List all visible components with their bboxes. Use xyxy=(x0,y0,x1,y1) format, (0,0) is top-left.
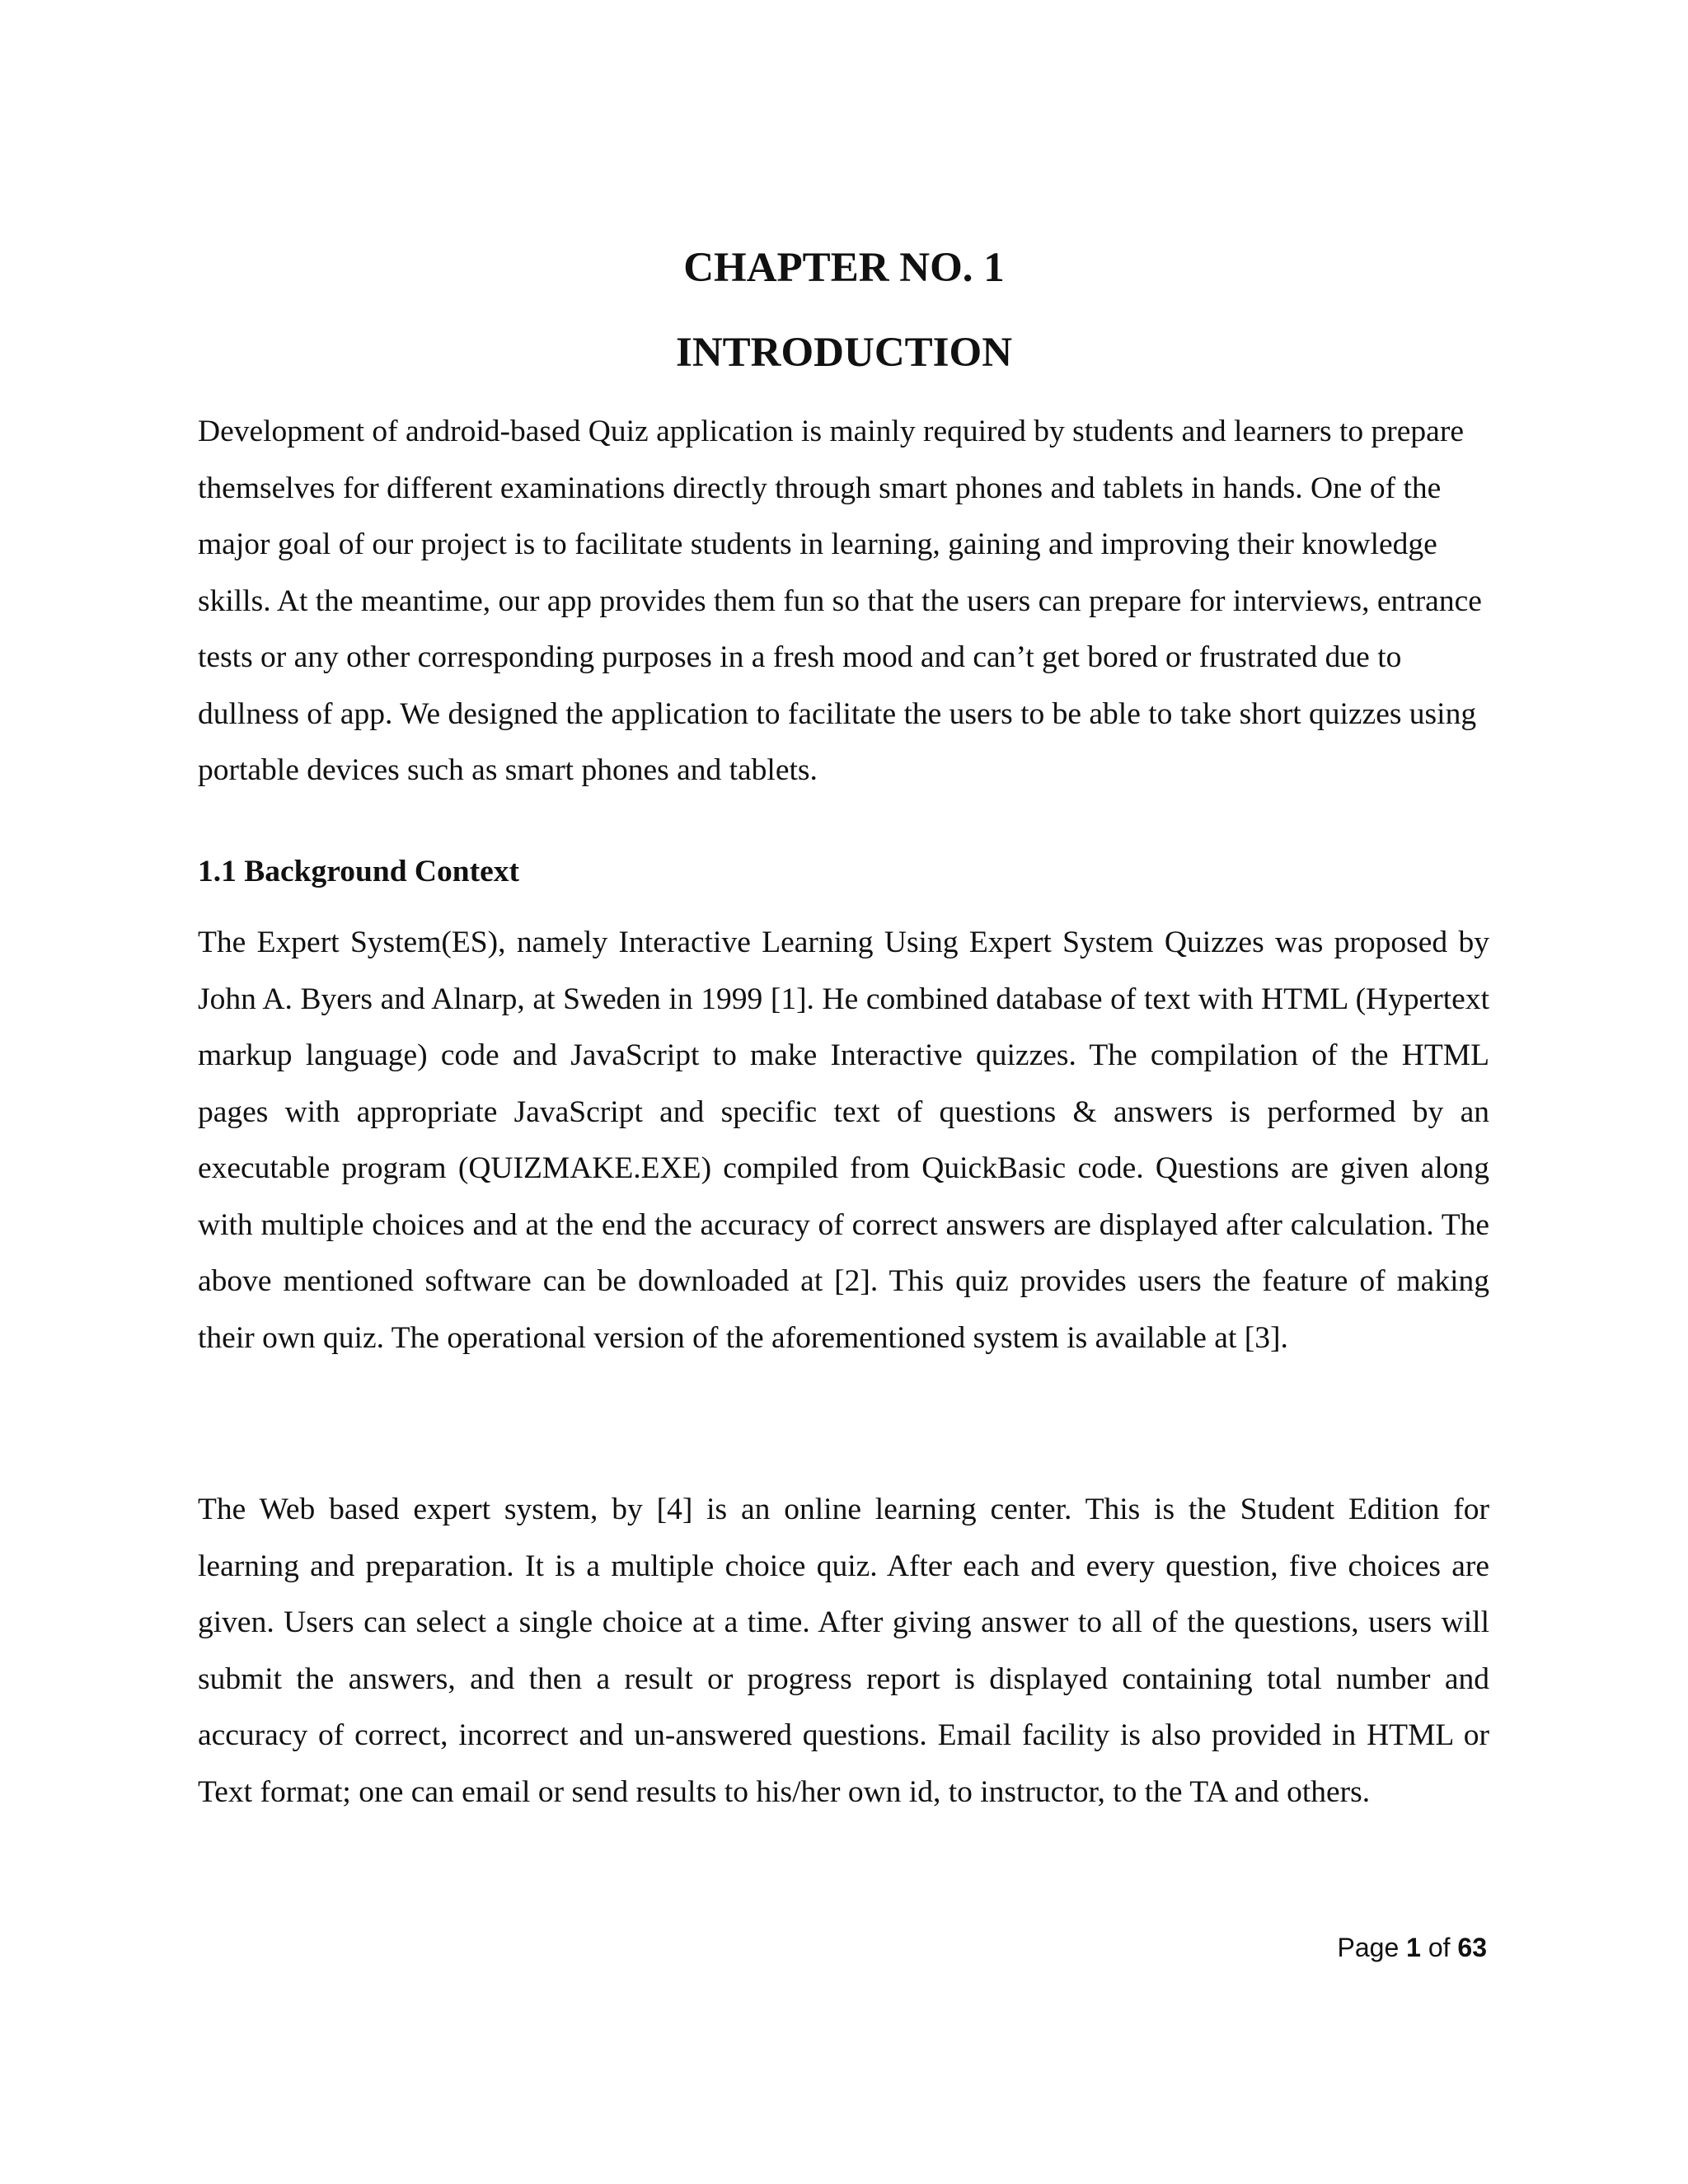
of-label: of xyxy=(1428,1933,1451,1962)
page-label: Page xyxy=(1337,1933,1400,1962)
current-page-number: 1 xyxy=(1406,1933,1421,1962)
chapter-title-heading: INTRODUCTION xyxy=(675,330,1013,376)
total-page-count: 63 xyxy=(1457,1933,1487,1962)
background-paragraph-1: The Expert System(ES), namely Interactive Learning Using Expert System Quizzes was proposed by John A. Byers and Alnarp, at Sweden in 1999 [1]. He combined database of text with HTML (Hypertext markup language) code and JavaScript to make Interactive quizzes. The compilation of the HTML pages with appropriate JavaScript and specific text of questions & answers is performed by an executable program (QUIZMAKE.EXE) compiled from QuickBasic code. Questions are given along with multiple choices and at the end the accuracy of correct answers are displayed after calculation. The above mentioned software can be downloaded at [2]. This quiz provides users the feature of making their own quiz. The operational version of the aforementioned system is available at [3]. xyxy=(198,926,1489,1355)
intro-paragraph: Development of android-based Quiz application is mainly required by students and learners to prepare themselves for different examinations directly through smart phones and tablets in hands. One of the major goal of our project is to facilitate students in learning, gaining and improving their knowledge skills. At the meantime, our app provides them fun so that the users can prepare for interviews, entrance tests or any other corresponding purposes in a fresh mood and can’t get bored or frustrated due to dullness of app. We designed the application to facilitate the users to be able to take short quizzes using portable devices such as smart phones and tablets. xyxy=(198,415,1482,787)
page-number-footer xyxy=(1338,1931,1487,1964)
background-paragraph-2: The Web based expert system, by [4] is an online learning center. This is the Student Edition for learning and preparation. It is a multiple choice quiz. After each and every question, five choices are given. Users can select a single choice at a time. After giving answer to all of the questions, users will submit the answers, and then a result or progress report is displayed containing total number and accuracy of correct, incorrect and un-answered questions. Email facility is also provided in HTML or Text format; one can email or send results to his/her own id, to instructor, to the TA and others. xyxy=(198,1493,1489,1809)
chapter-number-heading: CHAPTER NO. 1 xyxy=(683,245,1005,291)
section-heading: 1.1 Background Context xyxy=(198,855,519,888)
